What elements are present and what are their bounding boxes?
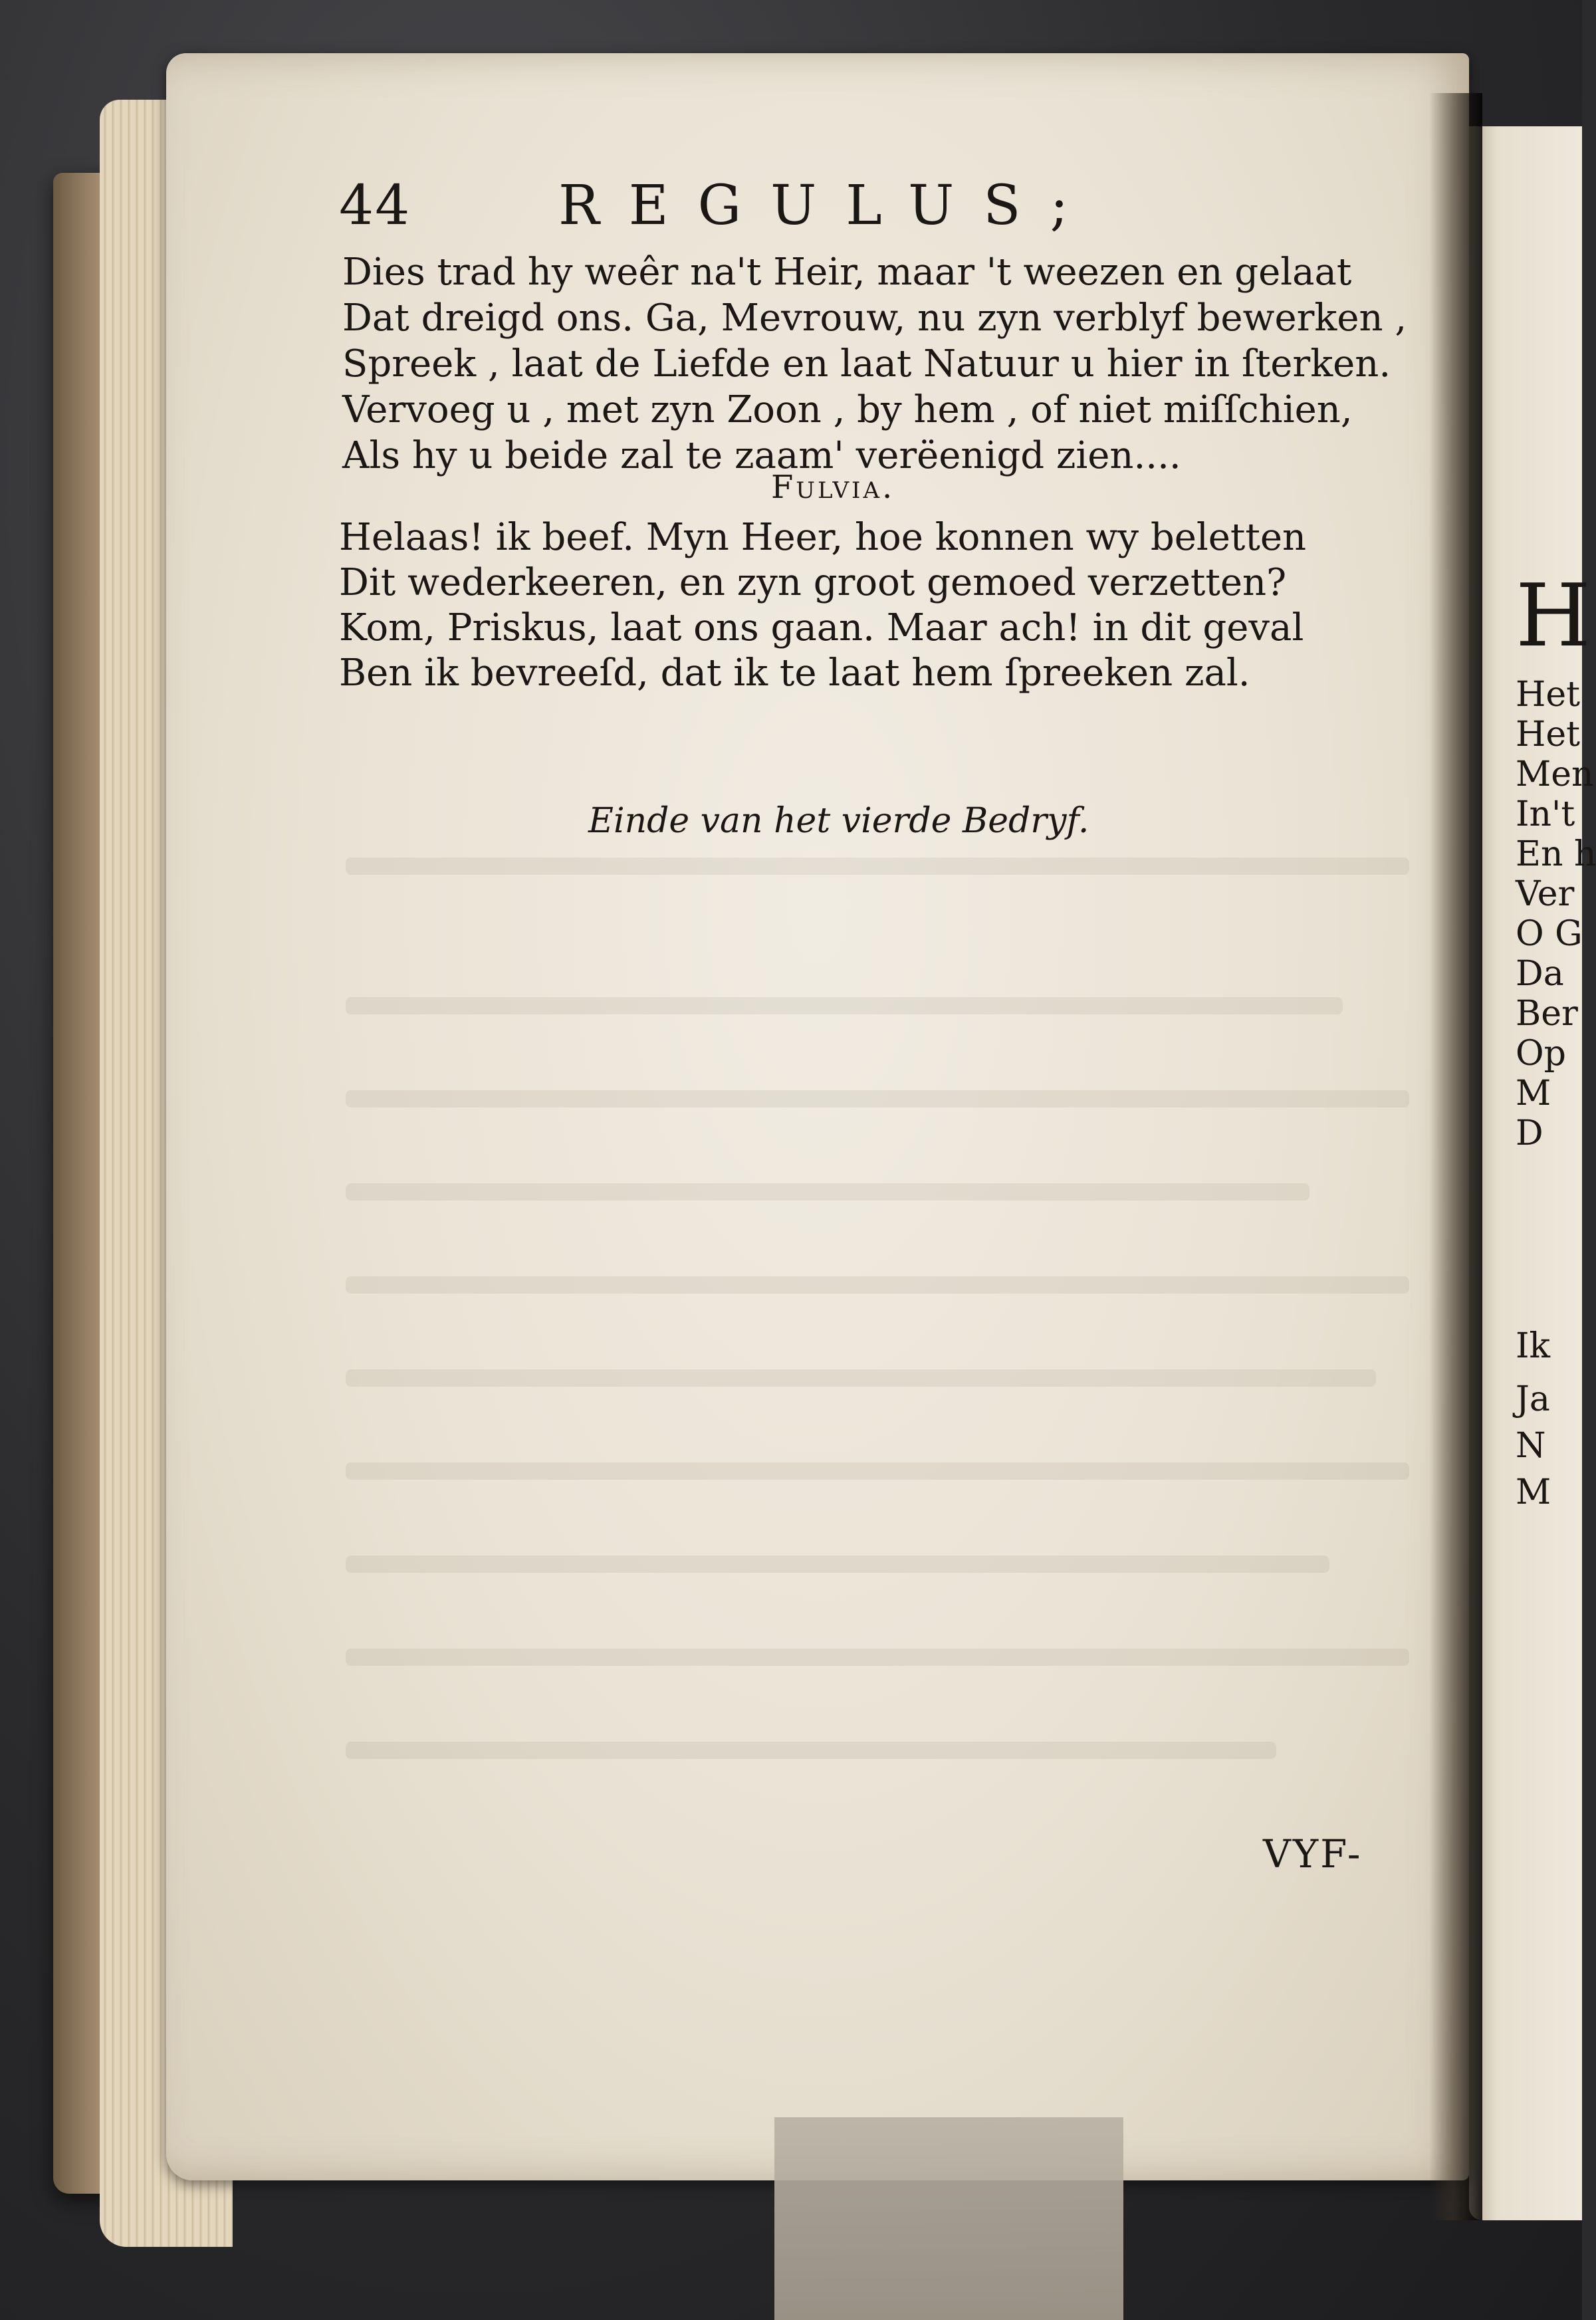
facing-line: En h <box>1516 834 1596 874</box>
facing-line: Op <box>1516 1034 1566 1074</box>
verse-block-2 <box>339 515 1429 696</box>
running-title: REGULUS; <box>558 174 1098 237</box>
verse-line: Als hy u beide zal te zaam' verëenigd zien.... <box>342 434 1181 477</box>
verse-block-1 <box>342 249 1432 479</box>
show-through-line <box>346 1742 1276 1759</box>
facing-page <box>1469 126 1582 2220</box>
catchword: VYF- <box>1263 1831 1363 1877</box>
facing-line: Men <box>1516 754 1594 794</box>
facing-line: M <box>1516 1472 1551 1512</box>
facing-line: Het <box>1516 715 1581 754</box>
verse-line: Vervoeg u , met zyn Zoon , by hem , of niet miſſchien, <box>342 388 1353 431</box>
verse-line: Dit wederkeeren, en zyn groot gemoed verzetten? <box>339 561 1287 604</box>
facing-line: M <box>1516 1074 1551 1113</box>
speaker-name: Fulvia. <box>771 469 895 506</box>
facing-line: N <box>1516 1426 1546 1466</box>
facing-line: In't <box>1516 794 1575 834</box>
show-through-line <box>346 1369 1376 1387</box>
facing-line: Ik <box>1516 1326 1551 1366</box>
facing-line: Ber <box>1516 994 1578 1034</box>
show-through-line <box>346 1556 1329 1573</box>
show-through-line <box>346 997 1343 1014</box>
facing-line: Ja <box>1516 1379 1550 1419</box>
book-gutter <box>1429 93 1482 2220</box>
verse-line: Dies trad hy weêr na't Heir, maar 't weezen en gelaat <box>342 251 1352 294</box>
tape-patch <box>774 2117 1123 2320</box>
facing-line: Da <box>1516 954 1564 994</box>
show-through-line <box>346 1090 1409 1107</box>
verse-line: Spreek , laat de Liefde en laat Natuur u hier in ſterken. <box>342 342 1391 386</box>
show-through-line <box>346 1183 1310 1201</box>
show-through-line <box>346 858 1409 875</box>
show-through-line <box>346 1649 1409 1666</box>
facing-line: Ver <box>1516 874 1575 914</box>
facing-page-initial: H <box>1516 565 1591 666</box>
facing-line: D <box>1516 1113 1543 1153</box>
verse-line: Ben ik bevreeſd, dat ik te laat hem ſpreeken zal. <box>339 651 1250 695</box>
facing-line: O G <box>1516 914 1583 954</box>
facing-line: Het <box>1516 675 1581 715</box>
page-number: 44 <box>339 174 411 237</box>
show-through-line <box>346 1462 1409 1480</box>
act-end-note: Einde van het vierde Bedryf. <box>588 801 1089 841</box>
verse-line: Helaas! ik beef. Myn Heer, hoe konnen wy beletten <box>339 516 1307 559</box>
page-header <box>339 170 1203 243</box>
show-through-line <box>346 1276 1409 1294</box>
verse-line: Kom, Priskus, laat ons gaan. Maar ach! in dit geval <box>339 606 1304 649</box>
verse-line: Dat dreigd ons. Ga, Mevrouw, nu zyn verblyf bewerken , <box>342 296 1407 340</box>
